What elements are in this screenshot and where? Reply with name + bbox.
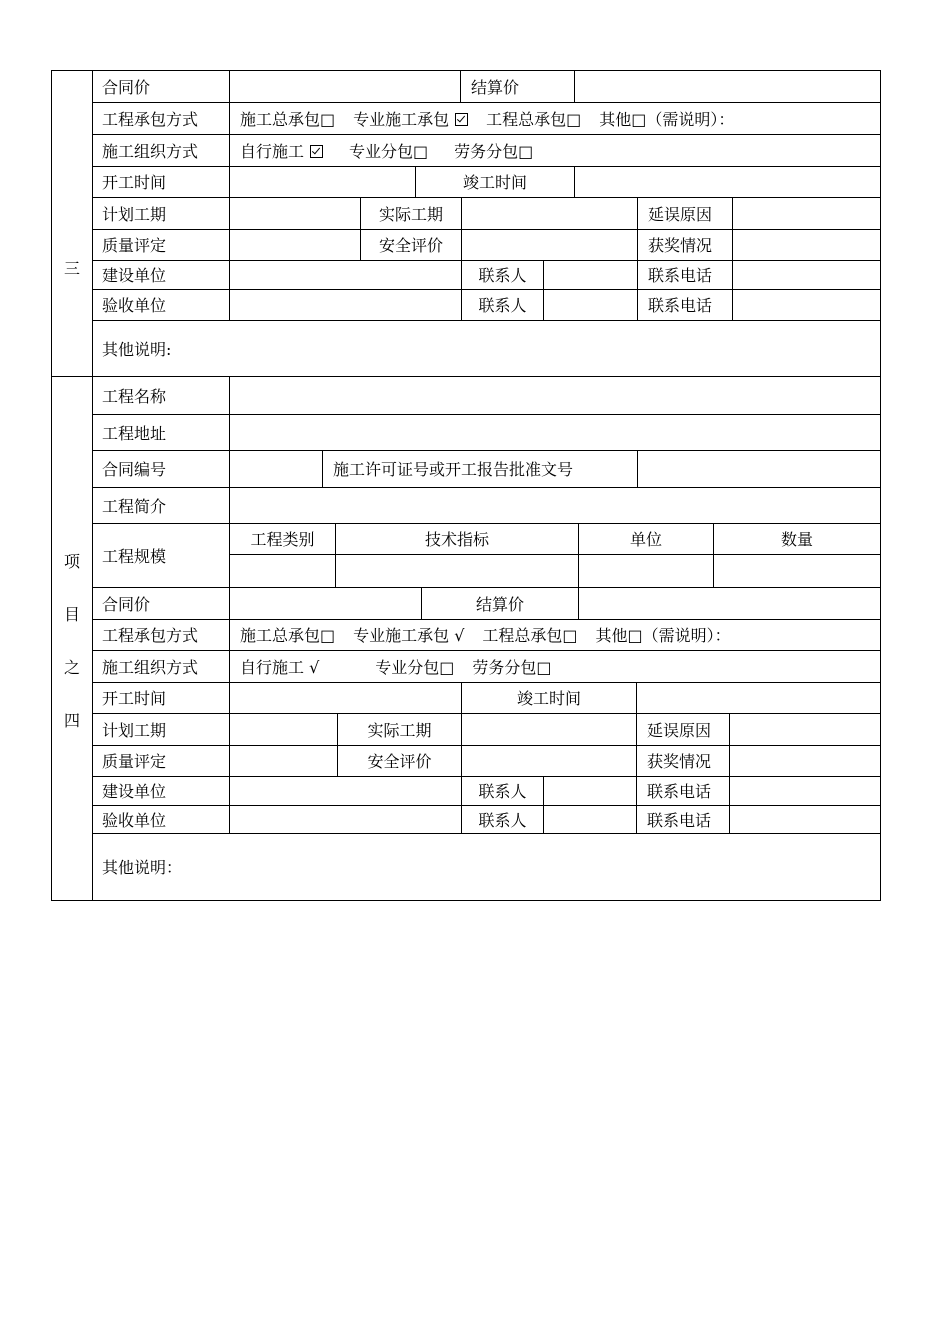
s3-quality-field[interactable] (229, 229, 360, 260)
s4-scale-header-category: 工程类别 (250, 530, 315, 549)
s4-row-contract-price (92, 587, 880, 620)
section-3-side-label: 三 (63, 259, 80, 278)
s3-contact-label-2: 联系人 (461, 289, 543, 320)
s4-option-self-construction[interactable]: 自行施工 √ (240, 657, 320, 677)
s3-row-time (92, 166, 880, 198)
s4-permit-label: 施工许可证号或开工报告批准文号 (322, 450, 637, 487)
s4-row-acceptance (92, 805, 880, 834)
s4-intro-field[interactable] (229, 487, 880, 523)
section-3-table (51, 70, 881, 377)
s4-row-contract-no (92, 450, 880, 488)
s3-row-builder (92, 260, 880, 290)
section-4-side-char-2: 目 (63, 605, 80, 624)
section-4-side-char-3: 之 (63, 658, 80, 677)
s3-phone-label: 联系电话 (637, 260, 732, 289)
s4-permit-field[interactable] (637, 450, 880, 487)
s4-scale-quantity-field[interactable] (713, 554, 880, 587)
s3-settlement-price-field[interactable] (574, 71, 880, 102)
s3-option-subcontract[interactable]: 专业分包□ (349, 141, 429, 161)
s4-phone-label: 联系电话 (636, 776, 729, 805)
s3-option-specialist-text: 专业施工承包 (353, 109, 450, 129)
s4-settlement-price-field[interactable] (578, 587, 880, 619)
s3-row-contract-mode (92, 102, 880, 135)
s3-planned-duration-field[interactable] (229, 197, 360, 229)
s4-scale-header-unit: 单位 (578, 523, 713, 554)
s3-award-field[interactable] (732, 229, 880, 260)
s3-org-mode-label: 施工组织方式 (102, 141, 199, 161)
s4-scale-header-row (230, 523, 880, 555)
s4-notes-label: 其他说明： (102, 858, 183, 877)
s3-row-contract-price (92, 71, 880, 103)
s4-phone-field-2[interactable] (729, 805, 880, 833)
s4-row-quality (92, 745, 880, 777)
s4-builder-label: 建设单位 (102, 782, 167, 801)
s3-contract-mode-options (229, 102, 880, 134)
section-4-side-char-1: 项 (63, 552, 80, 571)
s3-quality-label: 质量评定 (102, 236, 167, 255)
s3-phone-field-2[interactable] (732, 289, 880, 320)
s4-quality-label: 质量评定 (102, 752, 167, 771)
s4-delay-reason-field[interactable] (729, 713, 880, 745)
s4-safety-field[interactable] (461, 745, 636, 776)
s3-builder-label: 建设单位 (102, 266, 167, 285)
s3-acceptance-label: 验收单位 (102, 296, 167, 315)
s3-acceptance-field[interactable] (229, 289, 461, 320)
s4-builder-field[interactable] (229, 776, 461, 805)
s4-scale-label: 工程规模 (102, 546, 167, 566)
s4-project-address-label: 工程地址 (102, 423, 167, 443)
checked-box-icon (310, 145, 323, 158)
s3-actual-duration-field[interactable] (461, 197, 637, 229)
s4-start-time-field[interactable] (229, 682, 461, 713)
s3-start-time-label: 开工时间 (102, 173, 167, 192)
section-4-side-char-4: 四 (63, 711, 80, 730)
s3-award-label: 获奖情况 (637, 229, 732, 260)
s4-option-labor[interactable]: 劳务分包□ (472, 657, 552, 677)
checked-box-icon (455, 113, 468, 126)
s4-actual-duration-field[interactable] (461, 713, 636, 745)
s3-safety-label: 安全评价 (360, 229, 461, 260)
s4-safety-label: 安全评价 (337, 745, 461, 776)
s4-option-subcontract[interactable]: 专业分包□ (375, 657, 455, 677)
s3-builder-field[interactable] (229, 260, 461, 289)
s3-phone-field[interactable] (732, 260, 880, 289)
s4-row-project-name (92, 377, 880, 415)
s4-contract-no-field[interactable] (229, 450, 322, 487)
s4-contact-label-2: 联系人 (461, 805, 543, 833)
s4-row-builder (92, 776, 880, 806)
s3-contact-field-2[interactable] (543, 289, 637, 320)
s4-start-time-label: 开工时间 (102, 689, 167, 708)
s3-row-notes (92, 320, 880, 376)
section-3-side-column (52, 71, 93, 376)
s3-row-quality (92, 229, 880, 261)
s3-settlement-price-label: 结算价 (460, 71, 574, 102)
s4-quality-field[interactable] (229, 745, 337, 776)
s4-option-epc[interactable]: 工程总承包□ (482, 626, 578, 645)
s4-org-mode-label: 施工组织方式 (102, 657, 199, 677)
s4-completion-time-label: 竣工时间 (461, 682, 636, 713)
s4-row-duration (92, 713, 880, 746)
s4-contact-label: 联系人 (461, 776, 543, 805)
s4-scale-value-row (230, 554, 880, 587)
s3-planned-duration-label: 计划工期 (102, 204, 167, 224)
s3-delay-reason-label: 延误原因 (637, 197, 732, 229)
s4-completion-time-field[interactable] (636, 682, 880, 713)
s4-contact-field-2[interactable] (543, 805, 636, 833)
s3-contact-field[interactable] (543, 260, 637, 289)
s4-row-notes (92, 833, 880, 900)
s3-contract-mode-label: 工程承包方式 (102, 109, 199, 129)
s3-org-mode-options (229, 134, 880, 166)
s4-option-other[interactable]: 其他□（需说明）： (595, 626, 731, 645)
s4-award-label: 获奖情况 (636, 745, 729, 776)
section-4-side-column (52, 377, 93, 900)
s4-acceptance-label: 验收单位 (102, 810, 167, 830)
s4-phone-label-2: 联系电话 (636, 805, 729, 833)
s3-start-time-field[interactable] (229, 166, 415, 197)
s3-contract-price-field[interactable] (229, 71, 460, 102)
s3-option-labor[interactable]: 劳务分包□ (454, 141, 534, 161)
s4-contract-no-label: 合同编号 (102, 460, 167, 479)
s3-row-org-mode (92, 134, 880, 167)
s3-actual-duration-label: 实际工期 (360, 197, 461, 229)
s4-acceptance-field[interactable] (229, 805, 461, 833)
s4-contact-field[interactable] (543, 776, 636, 805)
s4-settlement-price-label: 结算价 (421, 587, 578, 619)
s3-option-self-construction[interactable] (240, 139, 323, 162)
s3-option-specialist-contract[interactable] (353, 107, 468, 130)
s4-contract-price-label: 合同价 (102, 594, 151, 614)
s3-option-other[interactable]: 其他□（需说明）： (599, 109, 735, 129)
s4-actual-duration-label: 实际工期 (337, 713, 461, 745)
s4-project-name-label: 工程名称 (102, 387, 167, 406)
s4-option-specialist-contract[interactable]: 专业施工承包 √ (353, 626, 465, 645)
s4-project-name-field[interactable] (229, 377, 880, 414)
s4-planned-duration-field[interactable] (229, 713, 337, 745)
s4-contract-mode-options (229, 619, 880, 650)
s3-option-self-text: 自行施工 (240, 141, 305, 161)
s4-option-general-contract[interactable]: 施工总承包□ (240, 626, 336, 645)
s4-award-field[interactable] (729, 745, 880, 776)
s3-option-epc[interactable]: 工程总承包□ (486, 109, 582, 129)
s4-contract-price-field[interactable] (229, 587, 421, 619)
s4-phone-field[interactable] (729, 776, 880, 805)
s3-notes-label: 其他说明: (102, 339, 172, 359)
s3-completion-time-label: 竣工时间 (415, 166, 574, 197)
s4-row-intro (92, 487, 880, 524)
s4-row-project-address (92, 414, 880, 451)
s3-row-duration (92, 197, 880, 230)
s4-scale-tech-field[interactable] (335, 554, 578, 587)
s3-safety-field[interactable] (461, 229, 637, 260)
s3-option-general-contract[interactable]: 施工总承包□ (240, 109, 336, 129)
s4-contract-mode-label: 工程承包方式 (102, 626, 199, 645)
s4-scale-header-tech: 技术指标 (335, 523, 578, 554)
s4-row-time (92, 682, 880, 714)
s3-contact-label: 联系人 (461, 260, 543, 289)
s4-project-address-field[interactable] (229, 414, 880, 450)
s3-completion-time-field[interactable] (574, 166, 880, 197)
s4-scale-header-quantity: 数量 (713, 523, 880, 554)
s4-row-scale (92, 523, 880, 588)
s4-scale-unit-field[interactable] (578, 554, 713, 587)
s4-row-contract-mode (92, 619, 880, 651)
s3-contract-price-label: 合同价 (102, 78, 151, 97)
s4-scale-grid (229, 523, 880, 587)
s4-intro-label: 工程简介 (102, 496, 167, 516)
s4-delay-reason-label: 延误原因 (636, 713, 729, 745)
section-4-table (51, 376, 881, 901)
s4-row-org-mode (92, 650, 880, 683)
s3-phone-label-2: 联系电话 (637, 289, 732, 320)
s4-org-mode-options (229, 650, 880, 682)
s3-row-acceptance (92, 289, 880, 321)
s4-planned-duration-label: 计划工期 (102, 720, 167, 740)
s4-scale-category-field[interactable] (230, 554, 335, 587)
s3-delay-reason-field[interactable] (732, 197, 880, 229)
